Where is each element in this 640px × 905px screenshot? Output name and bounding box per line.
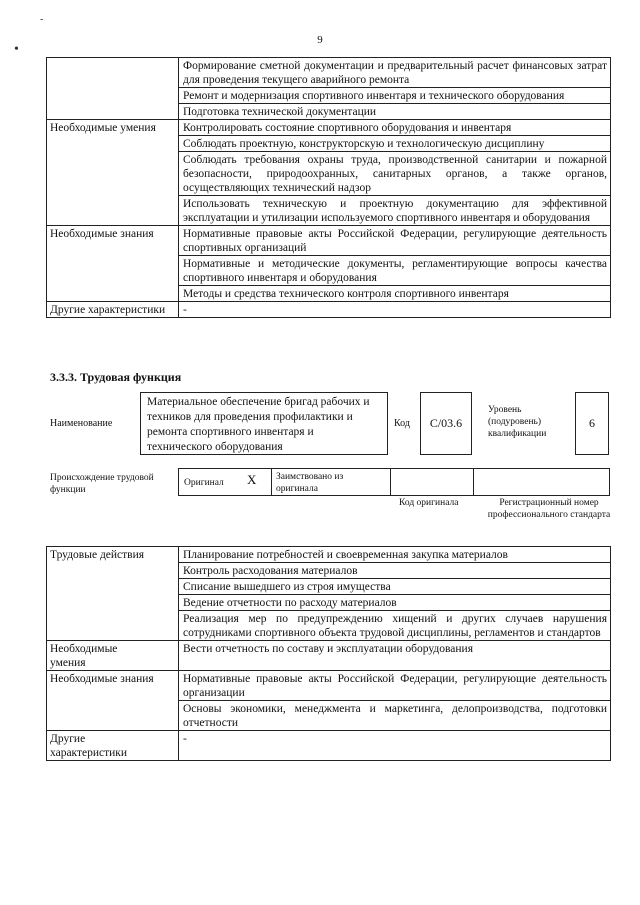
table-cell: Ремонт и модернизация спортивного инвентаря и технического оборудования [179, 88, 611, 104]
registration-caption: Регистрационный номер профессионального стандарта [487, 498, 611, 520]
table-cell: Основы экономики, менеджмента и маркетинга, делопроизводства, подготовки отчетности [179, 701, 611, 731]
table-cell: Нормативные и методические документы, регламентирующие вопросы качества спортивного инвентаря и оборудования [179, 256, 611, 286]
function-name-box: Материальное обеспечение бригад рабочих и техников для проведения профилактики и ремонта спортивного инвентаря и технического оборудования [140, 392, 388, 455]
table-cell: Соблюдать требования охраны труда, производственной санитарии и пожарной безопасности, природоохранных, санитарных органов, а также органов, осуществляющих технический надзор [179, 152, 611, 196]
scan-mark: - [40, 14, 44, 25]
table-cell: Списание вышедшего из строя имущества [179, 579, 611, 595]
row-label: Необходимые умения [47, 120, 179, 226]
table-cell: Реализация мер по предупреждению хищений и других случаев нарушения сотрудниками спортивного объекта трудовой дисциплины, регламентов и стандартов [179, 611, 611, 641]
skills-table [46, 57, 611, 318]
row-label: Трудовые действия [47, 547, 179, 641]
origin-label: Происхождение трудовой функции [50, 473, 154, 495]
table-cell: Планирование потребностей и своевременная закупка материалов [179, 547, 611, 563]
original-cell [178, 468, 272, 496]
section-heading: 3.3.3. Трудовая функция [50, 370, 182, 384]
level-label: Уровень (подуровень) квалификации [488, 405, 547, 439]
scan-dot: • [14, 42, 19, 57]
original-label: Оригинал [184, 478, 224, 488]
table-cell: Нормативные правовые акты Российской Федерации, регулирующие деятельность спортивных организаций [179, 226, 611, 256]
row-label: Необходимые знания [47, 226, 179, 302]
table-cell: Нормативные правовые акты Российской Федерации, регулирующие деятельность организации [179, 671, 611, 701]
table-cell: Подготовка технической документации [179, 104, 611, 120]
table-cell: Вести отчетность по составу и эксплуатации оборудования [179, 641, 611, 671]
table-cell: Контролировать состояние спортивного оборудования и инвентаря [179, 120, 611, 136]
row-label [47, 58, 179, 120]
code-caption: Код оригинала [399, 498, 459, 508]
table-cell: - [179, 731, 611, 761]
borrowed-label: Заимствовано из оригинала [276, 472, 344, 494]
table-cell: Ведение отчетности по расходу материалов [179, 595, 611, 611]
actions-table [46, 546, 611, 761]
original-code-cell [390, 468, 474, 496]
table-cell: Контроль расходования материалов [179, 563, 611, 579]
registration-number-cell [473, 468, 610, 496]
row-label: Необходимые знания [47, 671, 179, 731]
row-label: Другие характеристики [47, 731, 179, 761]
original-mark: X [247, 472, 257, 487]
row-label: Другие характеристики [47, 302, 179, 318]
table-cell: Формирование сметной документации и предварительный расчет финансовых затрат для проведения текущего аварийного ремонта [179, 58, 611, 88]
borrowed-cell [271, 468, 391, 496]
table-cell: Соблюдать проектную, конструкторскую и технологическую дисциплину [179, 136, 611, 152]
code-label: Код [394, 418, 410, 429]
page-number: 9 [317, 34, 323, 46]
origin-row [178, 468, 610, 496]
name-label: Наименование [50, 418, 113, 429]
table-cell: Использовать техническую и проектную документацию для эффективной эксплуатации и утилизации используемого спортивного инвентаря и оборудования [179, 196, 611, 226]
table-cell: - [179, 302, 611, 318]
row-label: Необходимые умения [47, 641, 179, 671]
function-code-box: С/03.6 [420, 392, 472, 455]
qualification-level-box: 6 [575, 392, 609, 455]
table-cell: Методы и средства технического контроля спортивного инвентаря [179, 286, 611, 302]
